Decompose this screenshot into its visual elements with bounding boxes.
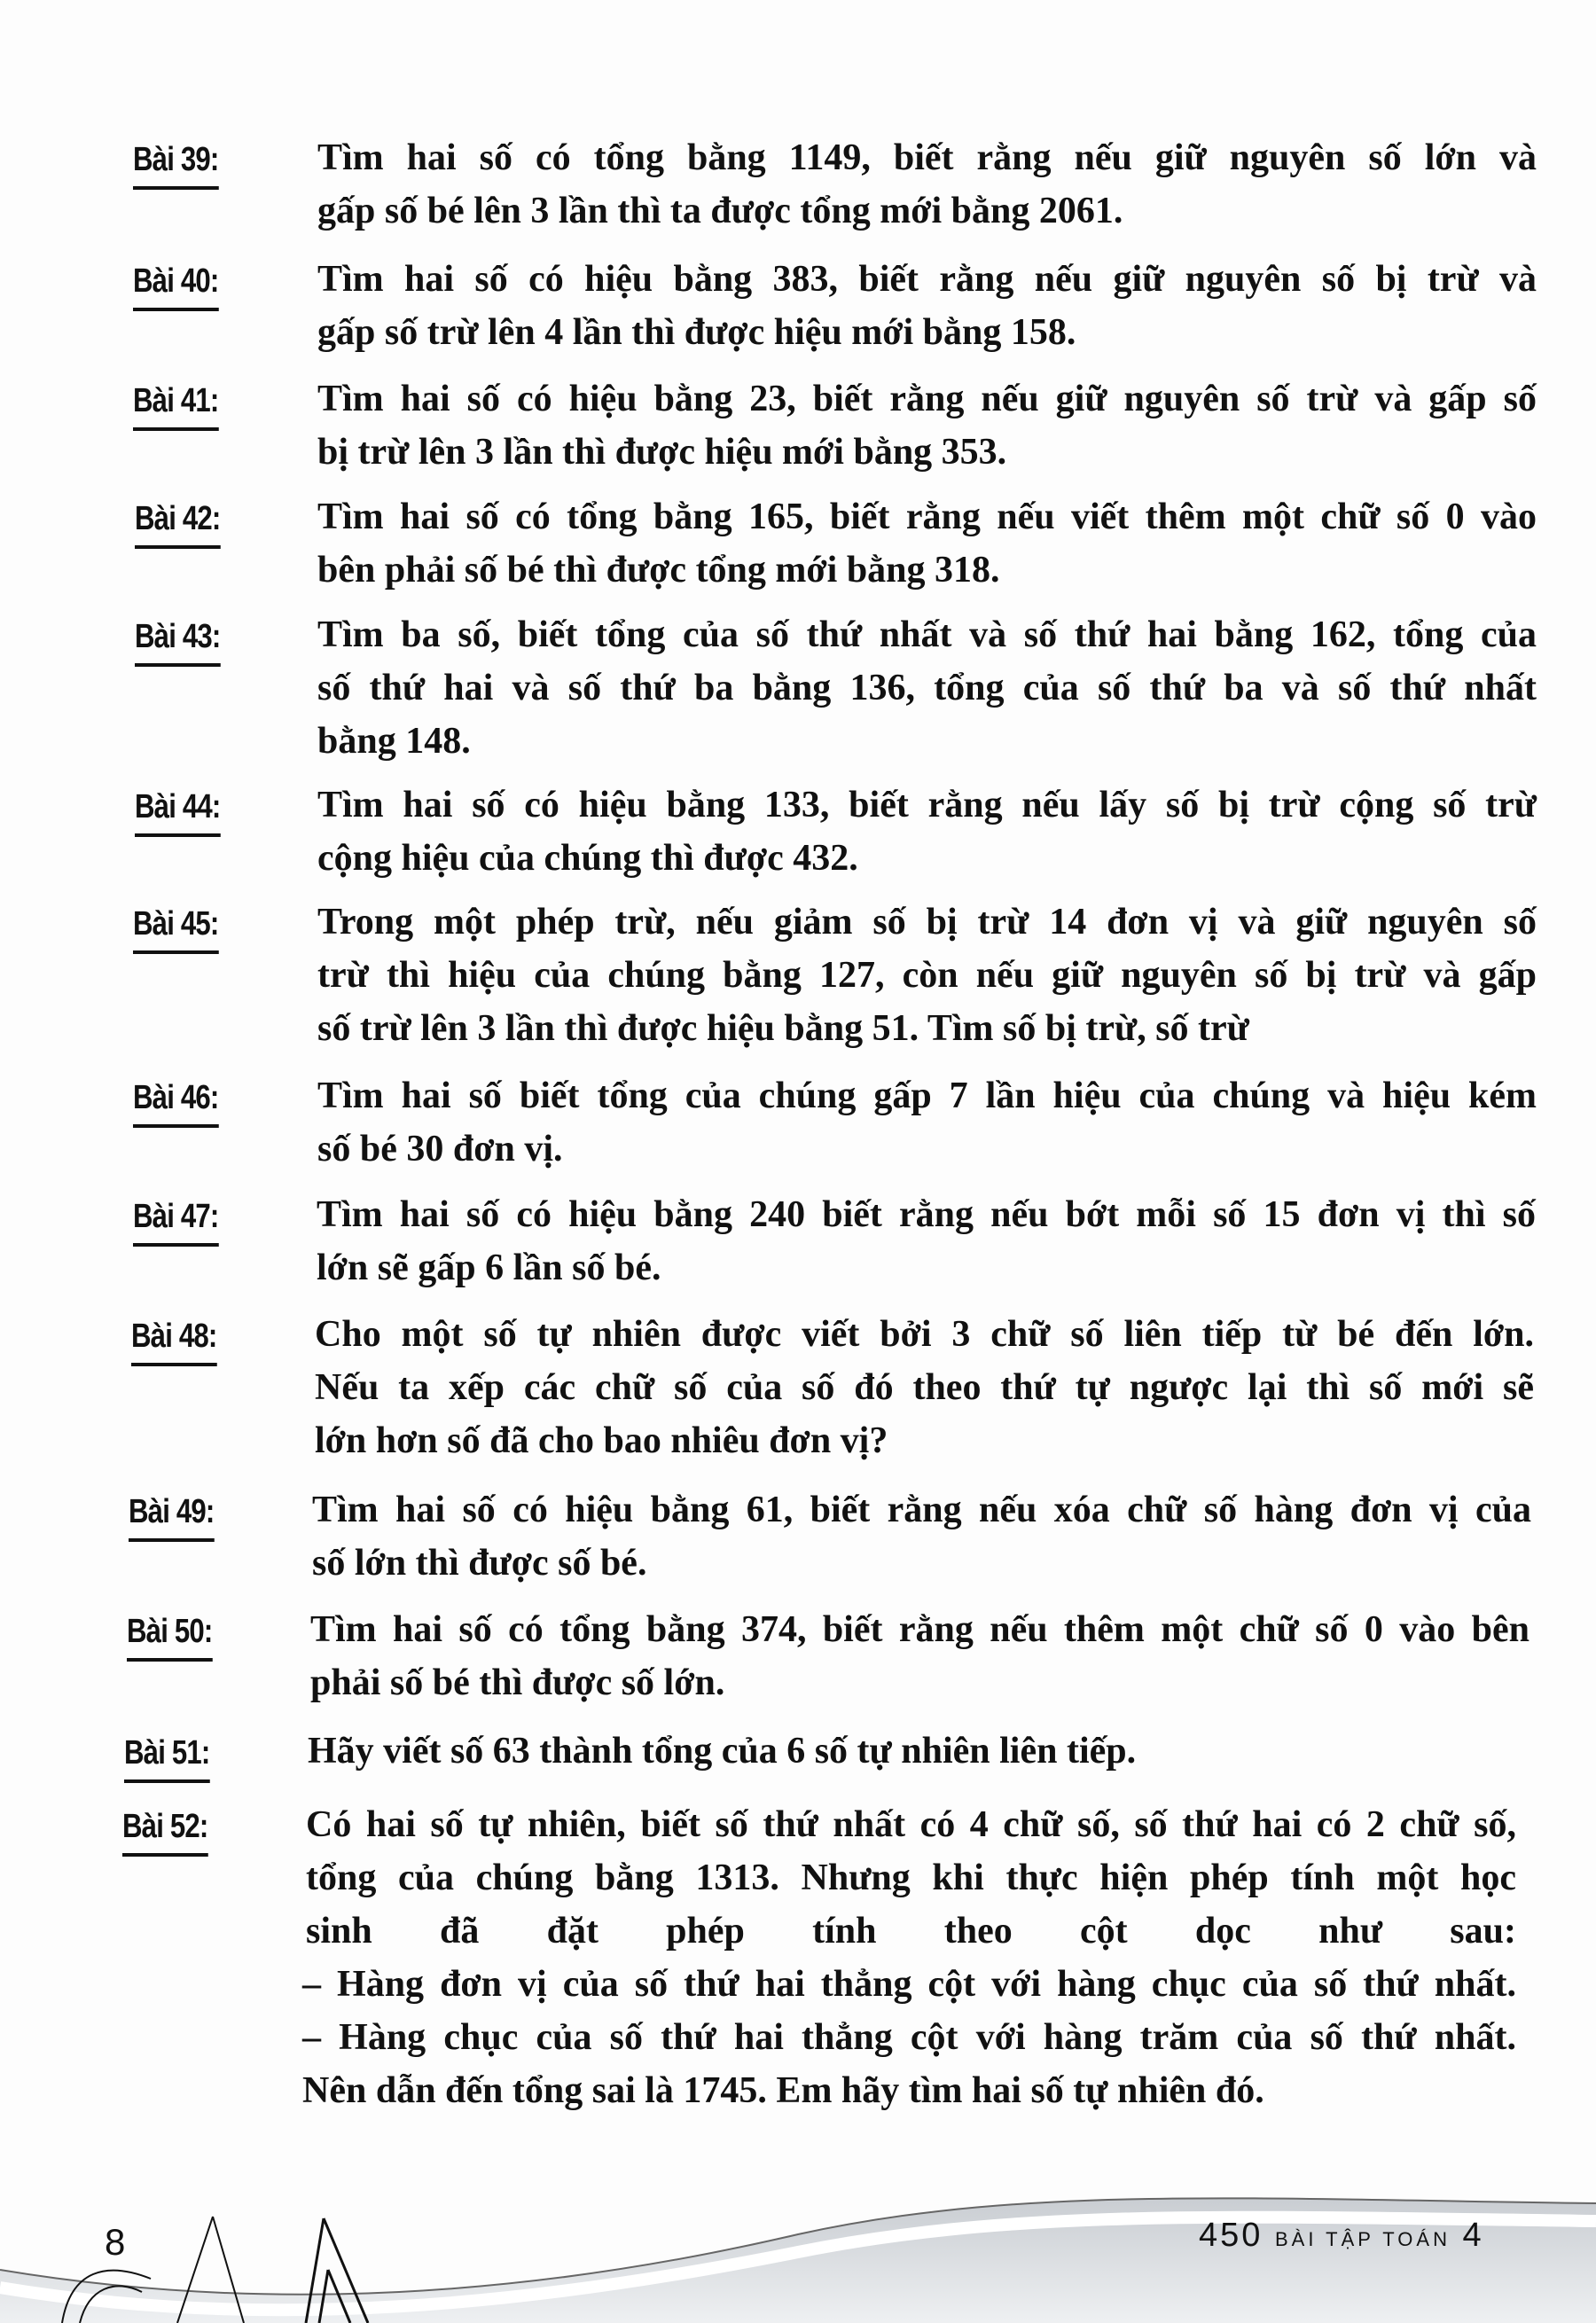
problem-text-line: Có hai số tự nhiên, biết số thứ nhất có 4 chữ số, số thứ hai có 2 chữ số, [306, 1804, 1516, 1845]
problem-text [317, 253, 1537, 359]
problem-text-line: bị trừ lên 3 lần thì được hiệu mới bằng 353. [317, 432, 1007, 473]
problem-text-line: gấp số trừ lên 4 lần thì được hiệu mới bằng 158. [317, 312, 1076, 353]
problem-text-line: Tìm hai số có hiệu bằng 133, biết rằng nếu lấy số bị trừ cộng số trừ [317, 785, 1537, 825]
problem-text-line: số bé 30 đơn vị. [317, 1129, 563, 1169]
problem-text-line: Nếu ta xếp các chữ số của số đó theo thứ tự ngược lại thì số mới sẽ [315, 1367, 1534, 1408]
problem-text [317, 608, 1537, 768]
problem-text [317, 372, 1537, 479]
problem-text-line: bên phải số bé thì được tổng mới bằng 318. [317, 550, 1000, 591]
problem-text [317, 1188, 1536, 1294]
book-words: BÀI TẬP TOÁN [1274, 2228, 1451, 2250]
problem-text-line: Cho một số tự nhiên được viết bởi 3 chữ số liên tiếp từ bé đến lớn. [315, 1314, 1534, 1355]
problem-text [302, 1798, 1516, 2117]
problem-label: Bài 51: [124, 1733, 209, 1783]
problem-text-line: số lớn thì được số bé. [312, 1543, 647, 1584]
problem-text [317, 1069, 1537, 1176]
problem-text-line: Trong một phép trừ, nếu giảm số bị trừ 14 đơn vị và giữ nguyên số [317, 902, 1537, 942]
problem-text-line: – Hàng chục của số thứ hai thẳng cột với hàng trăm của số thứ nhất. [302, 2017, 1516, 2058]
problem-text-line: số thứ hai và số thứ ba bằng 136, tổng của số thứ ba và số thứ nhất [317, 668, 1537, 708]
problem-text-line: Tìm hai số có hiệu bằng 23, biết rằng nếu giữ nguyên số trừ và gấp số [317, 379, 1537, 419]
problem-label: Bài 50: [127, 1612, 212, 1662]
problem-text [317, 131, 1537, 238]
problem-label: Bài 42: [135, 499, 220, 549]
problem-text-line: lớn hơn số đã cho bao nhiêu đơn vị? [315, 1420, 888, 1461]
book-grade: 4 [1462, 2217, 1484, 2254]
problem-label: Bài 48: [131, 1317, 216, 1366]
problem-text-line: Tìm hai số có tổng bằng 165, biết rằng nếu viết thêm một chữ số 0 vào [317, 497, 1537, 537]
problem-text-line: Tìm hai số biết tổng của chúng gấp 7 lần hiệu của chúng và hiệu kém [317, 1075, 1537, 1116]
problem-text-line: sinh đã đặt phép tính theo cột dọc như sau: [306, 1911, 1516, 1951]
problem-text [310, 1603, 1530, 1709]
book-number: 450 [1199, 2217, 1264, 2254]
problem-text-line: số trừ lên 3 lần thì được hiệu bằng 51. Tìm số bị trừ, số trừ [317, 1008, 1249, 1049]
problem-label: Bài 41: [133, 381, 218, 431]
book-title [1199, 2217, 1484, 2255]
problem-text [308, 1725, 1527, 1778]
problem-text [317, 896, 1537, 1055]
problem-text-line: Tìm ba số, biết tổng của số thứ nhất và số thứ hai bằng 162, tổng của [317, 614, 1537, 655]
problem-text-line: phải số bé thì được số lớn. [310, 1662, 725, 1703]
problem-text [317, 778, 1537, 885]
problem-text-line: Tìm hai số có hiệu bằng 383, biết rằng nếu giữ nguyên số bị trừ và [317, 259, 1537, 300]
problem-text-line: trừ thì hiệu của chúng bằng 127, còn nếu giữ nguyên số bị trừ và gấp [317, 955, 1537, 996]
problem-label: Bài 43: [135, 617, 220, 667]
problem-text-line: – Hàng đơn vị của số thứ hai thẳng cột với hàng chục của số thứ nhất. [302, 1964, 1516, 2005]
problem-label: Bài 47: [133, 1197, 218, 1247]
problem-text-line: bằng 148. [317, 721, 471, 762]
problem-label: Bài 40: [133, 262, 218, 311]
problem-label: Bài 39: [133, 140, 218, 190]
problem-label: Bài 44: [135, 787, 220, 837]
problem-text-line: Hãy viết số 63 thành tổng của 6 số tự nhiên liên tiếp. [308, 1731, 1137, 1772]
problem-text [315, 1308, 1534, 1467]
problem-label: Bài 46: [133, 1078, 218, 1128]
problem-text-line: gấp số bé lên 3 lần thì ta được tổng mới bằng 2061. [317, 191, 1123, 231]
problem-text-line: tổng của chúng bằng 1313. Nhưng khi thực hiện phép tính một học [306, 1858, 1516, 1898]
problem-text-line: Nên dẫn đến tổng sai là 1745. Em hãy tìm hai số tự nhiên đó. [302, 2070, 1264, 2111]
problem-text-line: Tìm hai số có tổng bằng 1149, biết rằng nếu giữ nguyên số lớn và [317, 137, 1537, 178]
problem-text [317, 490, 1537, 597]
problem-label: Bài 49: [129, 1492, 214, 1542]
problem-text-line: cộng hiệu của chúng thì được 432. [317, 838, 858, 879]
problem-text [312, 1483, 1531, 1590]
problem-text-line: Tìm hai số có tổng bằng 374, biết rằng nếu thêm một chữ số 0 vào bên [310, 1609, 1530, 1650]
problem-label: Bài 52: [122, 1807, 207, 1857]
problem-text-line: Tìm hai số có hiệu bằng 61, biết rằng nếu xóa chữ số hàng đơn vị của [312, 1490, 1531, 1530]
page-number: 8 [105, 2221, 126, 2263]
problem-label: Bài 45: [133, 904, 218, 954]
problem-text-line: Tìm hai số có hiệu bằng 240 biết rằng nếu bớt mỗi số 15 đơn vị thì số [317, 1194, 1536, 1235]
problem-text-line: lớn sẽ gấp 6 lần số bé. [317, 1248, 661, 1288]
